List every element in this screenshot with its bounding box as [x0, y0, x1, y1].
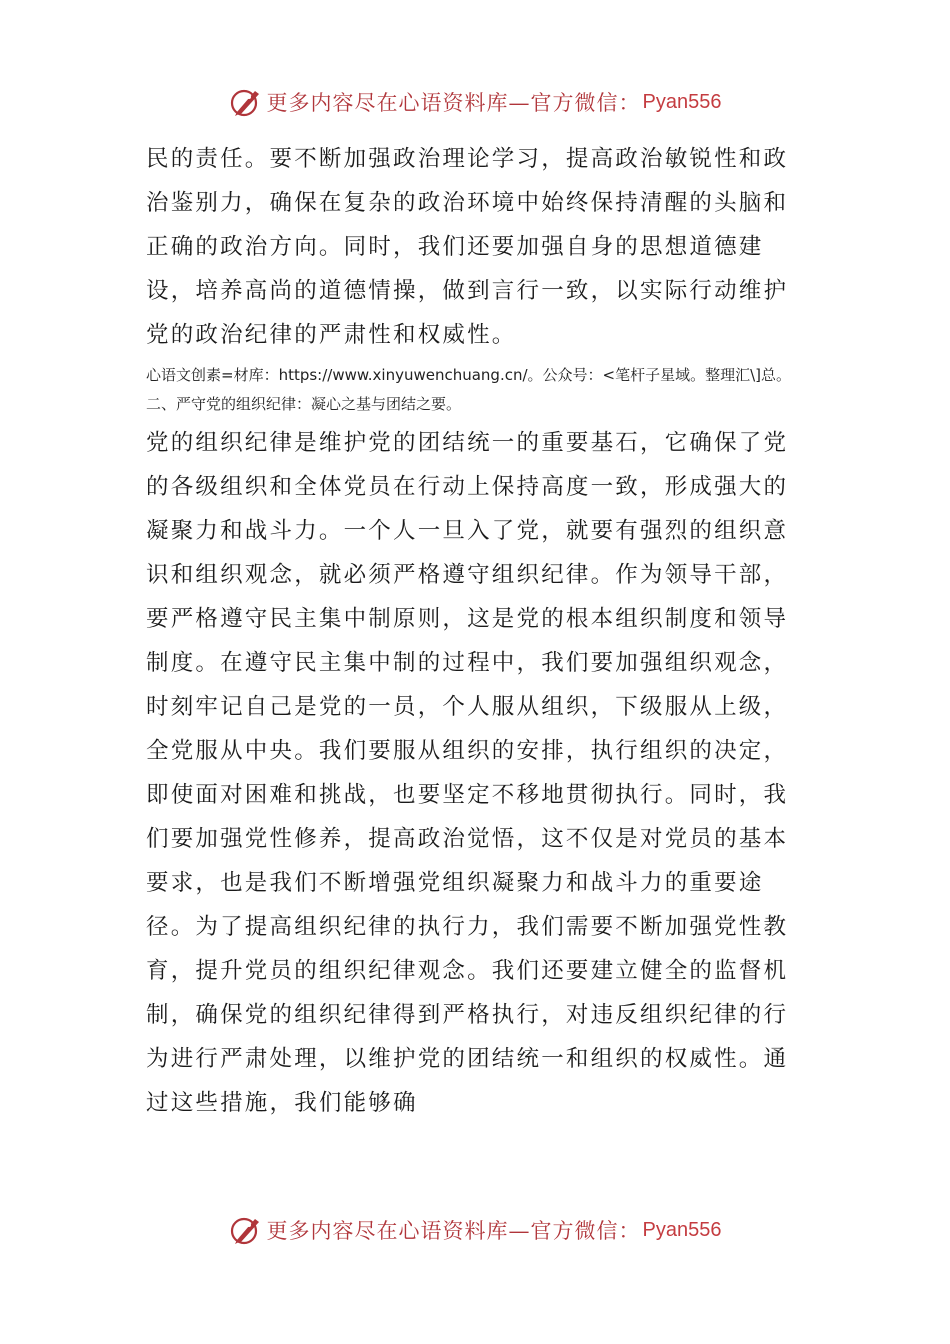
footer-banner-text: 更多内容尽在心语资料库—官方微信：: [266, 1219, 641, 1243]
header-banner: [0, 82, 950, 122]
pen-circle-logo-icon: [229, 85, 263, 119]
footer-banner: [0, 1210, 950, 1250]
header-wechat-id: Pyan556: [642, 90, 722, 113]
paragraph-1: 民的责任。要不断加强政治理论学习，提高政治敏锐性和政治鉴别力，确保在复杂的政治环境中始终保持清醒的头脑和正确的政治方向。同时，我们还要加强自身的思想道德建设，培养高尚的道德情操，做到言行一致，以实际行动维护党的政治纪律的严肃性和权威性。: [146, 146, 789, 348]
pen-circle-logo-icon: [229, 1213, 263, 1247]
paragraph-2: 党的组织纪律是维护党的团结统一的重要基石，它确保了党的各级组织和全体党员在行动上保持高度一致，形成强大的凝聚力和战斗力。一个人一旦入了党，就要有强烈的组织意识和组织观念，就必须严格遵守组织纪律。作为领导干部，要严格遵守民主集中制原则，这是党的根本组织制度和领导制度。在遵守民主集中制的过程中，我们要加强组织观念，时刻牢记自己是党的一员，个人服从组织，下级服从上级，全党服从中央。我们要服从组织的安排，执行组织的决定，即使面对困难和挑战，也要坚定不移地贯彻执行。同时，我们要加强党性修养，提高政治觉悟，这不仅是对党员的基本要求，也是我们不断增强党组织凝聚力和战斗力的重要途径。为了提高组织纪律的执行力，我们需要不断加强党性教育，提升党员的组织纪律观念。我们还要建立健全的监督机制，确保党的组织纪律得到严格执行，对违反组织纪律的行为进行严肃处理，以维护党的团结统一和组织的权威性。通过这些措施，我们能够确: [146, 430, 789, 1116]
document-body: [146, 137, 796, 1125]
footer-wechat-id: Pyan556: [642, 1218, 722, 1241]
source-note: 心语文创素=材库：https://www.xinyuwenchuang.cn/。公众号：<笔杆子星域。整理汇\]总。二、严守党的组织纪律：凝心之基与团结之要。: [146, 366, 792, 413]
header-banner-text: 更多内容尽在心语资料库—官方微信：: [266, 91, 641, 115]
